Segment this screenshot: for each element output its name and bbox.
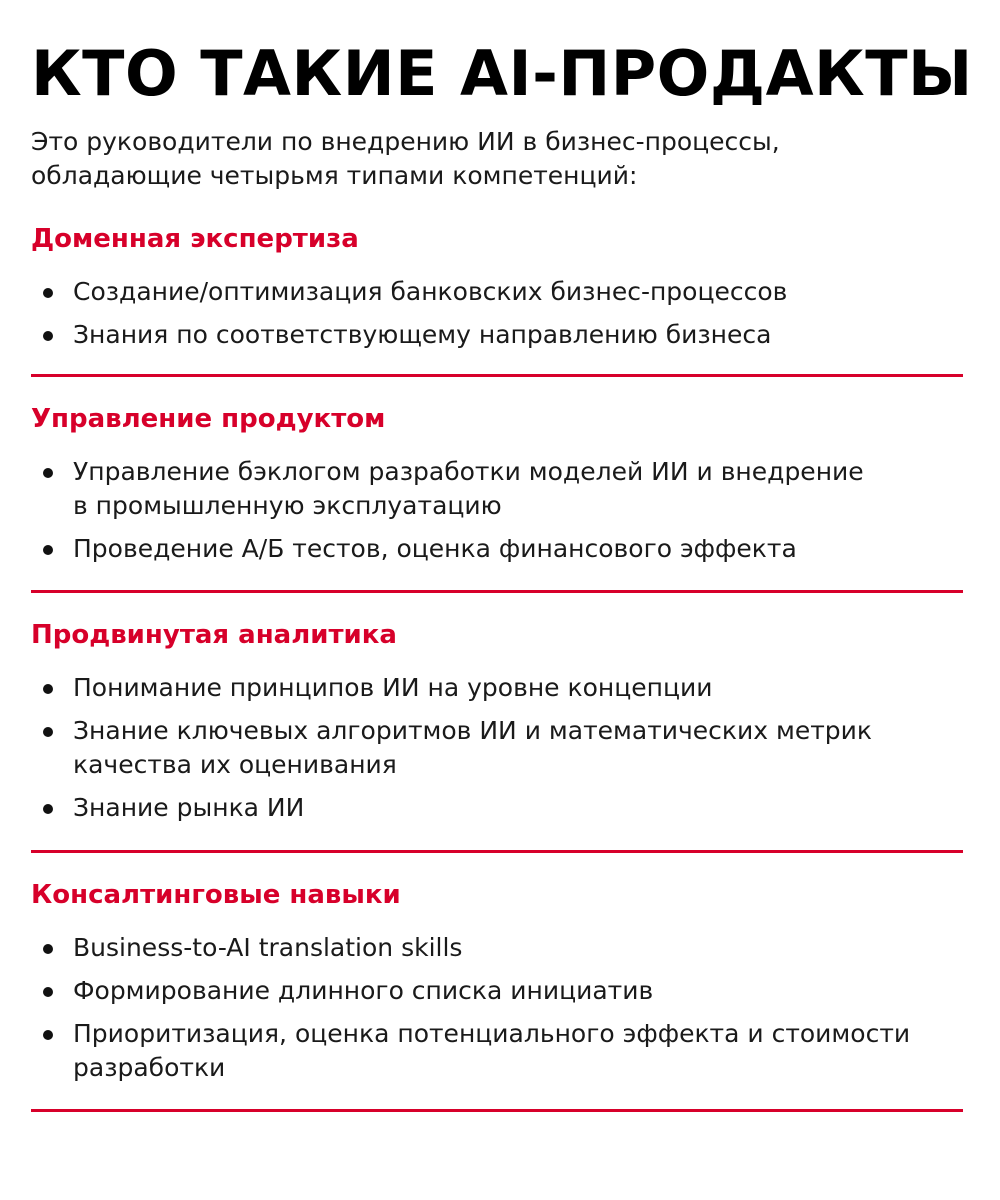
list-item-text: Business-to-AI translation skills — [73, 933, 463, 962]
list-item-text: Понимание принципов ИИ на уровне концепции — [73, 673, 713, 702]
section-divider — [31, 850, 963, 853]
list-item-text: в промышленную эксплуатацию — [73, 491, 502, 520]
list-item — [31, 318, 963, 352]
section-heading: Консалтинговые навыки — [31, 880, 401, 910]
intro-paragraph — [31, 125, 963, 193]
list-item — [31, 931, 963, 965]
section-heading: Управление продуктом — [31, 404, 386, 434]
list-item — [31, 455, 963, 523]
section-heading: Доменная экспертиза — [31, 224, 359, 254]
list-item-text: Проведение А/Б тестов, оценка финансового эффекта — [73, 534, 797, 563]
bullet-dot-icon — [43, 987, 53, 997]
list-item — [31, 275, 963, 309]
list-item-text: Формирование длинного списка инициатив — [73, 976, 654, 1005]
list-item — [31, 974, 963, 1008]
list-item — [31, 671, 963, 705]
list-item — [31, 1017, 963, 1085]
list-item-text: Управление бэклогом разработки моделей ИИ и внедрение — [73, 457, 864, 486]
list-item-text: Приоритизация, оценка потенциального эффекта и стоимости — [73, 1019, 911, 1048]
list-item-text: Знания по соответствующему направлению бизнеса — [73, 320, 772, 349]
page-title: КТО ТАКИЕ AI-ПРОДАКТЫ — [31, 37, 973, 110]
section-divider — [31, 374, 963, 377]
bullet-list — [31, 275, 963, 352]
bullet-dot-icon — [43, 804, 53, 814]
intro-line: обладающие четырьмя типами компетенций: — [31, 161, 638, 190]
section-domain-expertise — [31, 221, 963, 352]
bullet-list — [31, 455, 963, 566]
list-item — [31, 532, 963, 566]
bullet-dot-icon — [43, 468, 53, 478]
bullet-dot-icon — [43, 1030, 53, 1040]
section-advanced-analytics — [31, 617, 963, 825]
list-item — [31, 714, 963, 782]
list-item-text: Знание ключевых алгоритмов ИИ и математических метрик — [73, 716, 873, 745]
section-divider — [31, 590, 963, 593]
intro-line: Это руководители по внедрению ИИ в бизнес-процессы, — [31, 127, 780, 156]
bullet-list — [31, 671, 963, 825]
bullet-dot-icon — [43, 331, 53, 341]
bullet-list — [31, 931, 963, 1085]
section-heading: Продвинутая аналитика — [31, 620, 397, 650]
section-consulting-skills — [31, 877, 963, 1085]
bullet-dot-icon — [43, 944, 53, 954]
list-item-text: разработки — [73, 1053, 226, 1082]
list-item-text: качества их оценивания — [73, 750, 397, 779]
list-item — [31, 791, 963, 825]
bullet-dot-icon — [43, 545, 53, 555]
bullet-dot-icon — [43, 727, 53, 737]
bullet-dot-icon — [43, 288, 53, 298]
section-divider — [31, 1109, 963, 1112]
list-item-text: Создание/оптимизация банковских бизнес-процессов — [73, 277, 788, 306]
bullet-dot-icon — [43, 684, 53, 694]
section-product-management — [31, 401, 963, 566]
list-item-text: Знание рынка ИИ — [73, 793, 305, 822]
